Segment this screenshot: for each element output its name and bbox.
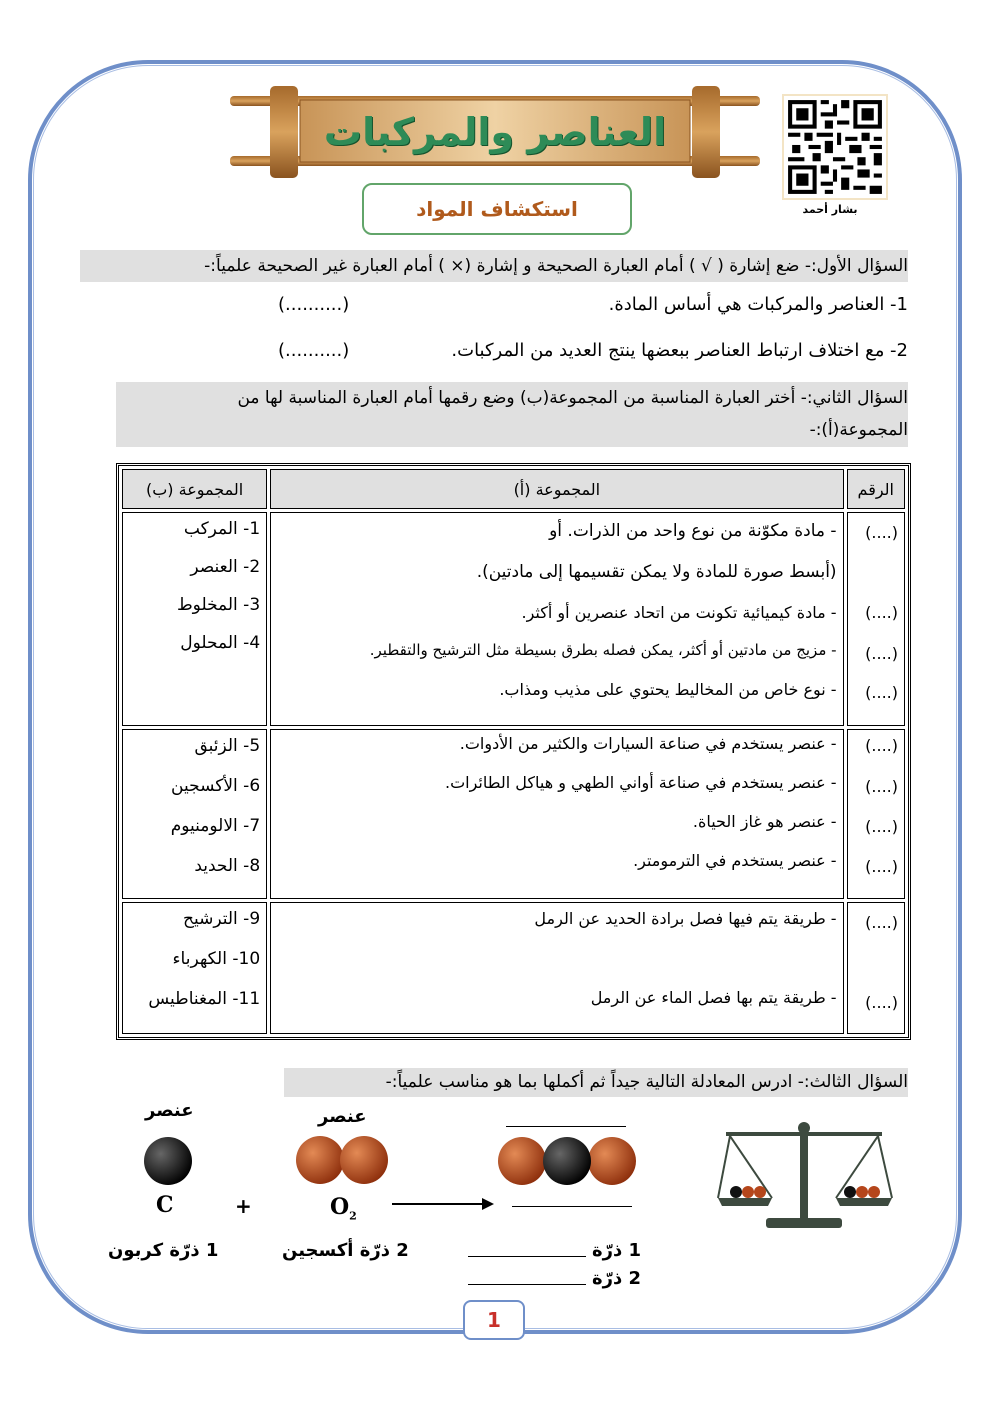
qr-author-label: بشار أحمد — [802, 203, 858, 216]
answer-blank[interactable]: (....) — [865, 644, 898, 663]
oxygen-subscript: 2 — [349, 1209, 357, 1223]
qr-code-icon — [782, 94, 888, 200]
list-item: - عنصر هو غاز الحياة. — [692, 812, 837, 831]
q3-heading: السؤال الثالث:- ادرس المعادلة التالية جيداً ثم أكملها بما هو مناسب علمياً:- — [284, 1068, 908, 1097]
q1-item-1: 1- العناصر والمركبات هي أساس المادة. — [608, 294, 908, 315]
answer-blank[interactable]: (....) — [865, 603, 898, 622]
group-b-cell — [122, 512, 267, 726]
list-item: - طريقة يتم بها فصل الماء عن الرمل — [590, 988, 837, 1007]
product-bottom-blank[interactable] — [512, 1206, 632, 1207]
group-a-cell — [270, 512, 843, 726]
list-item: 7- الالومنيوم — [170, 816, 261, 836]
carbon-element-label: عنصر — [145, 1100, 194, 1121]
list-item: 6- الأكسجين — [171, 776, 261, 796]
carbon-symbol: C — [156, 1192, 174, 1218]
matching-table — [116, 463, 911, 1040]
table-row — [122, 729, 905, 899]
q2-heading-line-1: السؤال الثاني:- أختر العبارة المناسبة من المجموعة(ب) وضع رقمها أمام العبارة المناسبة لها من — [237, 388, 908, 408]
table-header-row — [122, 469, 905, 509]
list-item: - عنصر يستخدم في صناعة أواني الطهي و هياكل الطائرات. — [444, 773, 837, 792]
list-item: 8- الحديد — [194, 856, 261, 876]
carbon-caption: 1 ذرّة كربون — [108, 1240, 219, 1261]
list-item: 1- المركب — [183, 519, 261, 539]
oxygen-caption: 2 ذرّة أكسجين — [282, 1240, 409, 1261]
col-num-header: الرقم — [847, 469, 905, 509]
list-item: - طريقة يتم فيها فصل برادة الحديد عن الرمل — [534, 909, 837, 928]
product-top-blank[interactable] — [506, 1126, 626, 1127]
answer-blank[interactable]: (....) — [865, 817, 898, 836]
list-item: - مادة كيميائية تكونت من اتحاد عنصرين أو أكثر. — [521, 603, 837, 622]
list-item: - مادة مكوّنة من نوع واحد من الذرات. أو — [549, 521, 837, 541]
list-item: 9- الترشيح — [183, 909, 261, 929]
plus-sign: + — [235, 1194, 252, 1218]
answer-cell — [847, 729, 905, 899]
list-item: 4- المحلول — [180, 633, 261, 653]
answer-blank[interactable]: (....) — [865, 736, 898, 755]
oxygen-element-label: عنصر — [318, 1106, 367, 1127]
answer-cell — [847, 512, 905, 726]
group-b-cell — [122, 902, 267, 1034]
answer-blank[interactable]: (....) — [865, 777, 898, 796]
answer-blank[interactable]: (....) — [865, 857, 898, 876]
balance-scale-icon — [716, 1120, 896, 1232]
list-item: 10- الكهرباء — [172, 949, 261, 969]
list-item: (أبسط صورة للمادة ولا يمكن تقسيمها إلى مادتين). — [476, 562, 837, 582]
list-item: 3- المخلوط — [176, 595, 261, 615]
table-row — [122, 902, 905, 1034]
q2-heading — [116, 382, 908, 447]
q1-item-2: 2- مع اختلاف ارتباط العناصر ببعضها ينتج العديد من المركبات. — [451, 340, 908, 361]
oxygen-symbol-letter: O — [330, 1194, 350, 1220]
list-item: - مزيج من مادتين أو أكثر، يمكن فصله بطرق بسيطة مثل الترشيح والتقطير. — [369, 641, 837, 659]
col-a-header: المجموعة (أ) — [270, 469, 843, 509]
page-number: 1 — [463, 1300, 525, 1340]
list-item: - عنصر يستخدم في صناعة السيارات والكثير من الأدوات. — [459, 734, 837, 753]
q1-heading: السؤال الأول:- ضع إشارة ( √ ) أمام العبارة الصحيحة و إشارة (× ) أمام العبارة غير الصحيحة علمياً:- — [80, 250, 908, 282]
answer-cell — [847, 902, 905, 1034]
list-item: - نوع خاص من المخاليط يحتوي على مذيب ومذاب. — [499, 680, 837, 699]
product-caption-2-blank[interactable] — [468, 1284, 586, 1285]
carbon-dioxide-molecule-icon — [496, 1134, 638, 1188]
list-item: 2- العنصر — [190, 557, 261, 577]
group-b-cell — [122, 729, 267, 899]
q1-item-2-blank[interactable]: (..........) — [278, 340, 350, 361]
oxygen-molecule-icon — [294, 1134, 392, 1186]
col-b-header: المجموعة (ب) — [122, 469, 267, 509]
q1-item-1-blank[interactable]: (..........) — [278, 294, 350, 315]
oxygen-symbol — [330, 1194, 357, 1222]
group-a-cell — [270, 729, 843, 899]
answer-blank[interactable]: (....) — [865, 913, 898, 932]
group-a-cell — [270, 902, 843, 1034]
list-item: 11- المغناطيس — [148, 989, 261, 1009]
page-title: العناصر والمركبات — [323, 110, 667, 154]
table-row — [122, 512, 905, 726]
product-caption-2: 2 ذرّة — [592, 1268, 642, 1289]
reaction-arrow-icon — [392, 1196, 496, 1212]
q2-heading-line-2: المجموعة(أ):- — [809, 420, 908, 441]
answer-blank[interactable]: (....) — [865, 683, 898, 702]
section-subtitle: استكشاف المواد — [362, 183, 632, 235]
carbon-atom-icon — [140, 1136, 196, 1186]
answer-blank[interactable]: (....) — [865, 993, 898, 1012]
list-item: 5- الزئبق — [194, 736, 261, 756]
product-caption-1: 1 ذرّة — [592, 1240, 642, 1261]
answer-blank[interactable]: (....) — [865, 523, 898, 542]
product-caption-1-blank[interactable] — [468, 1256, 586, 1257]
list-item: - عنصر يستخدم في الترمومتر. — [633, 851, 837, 870]
